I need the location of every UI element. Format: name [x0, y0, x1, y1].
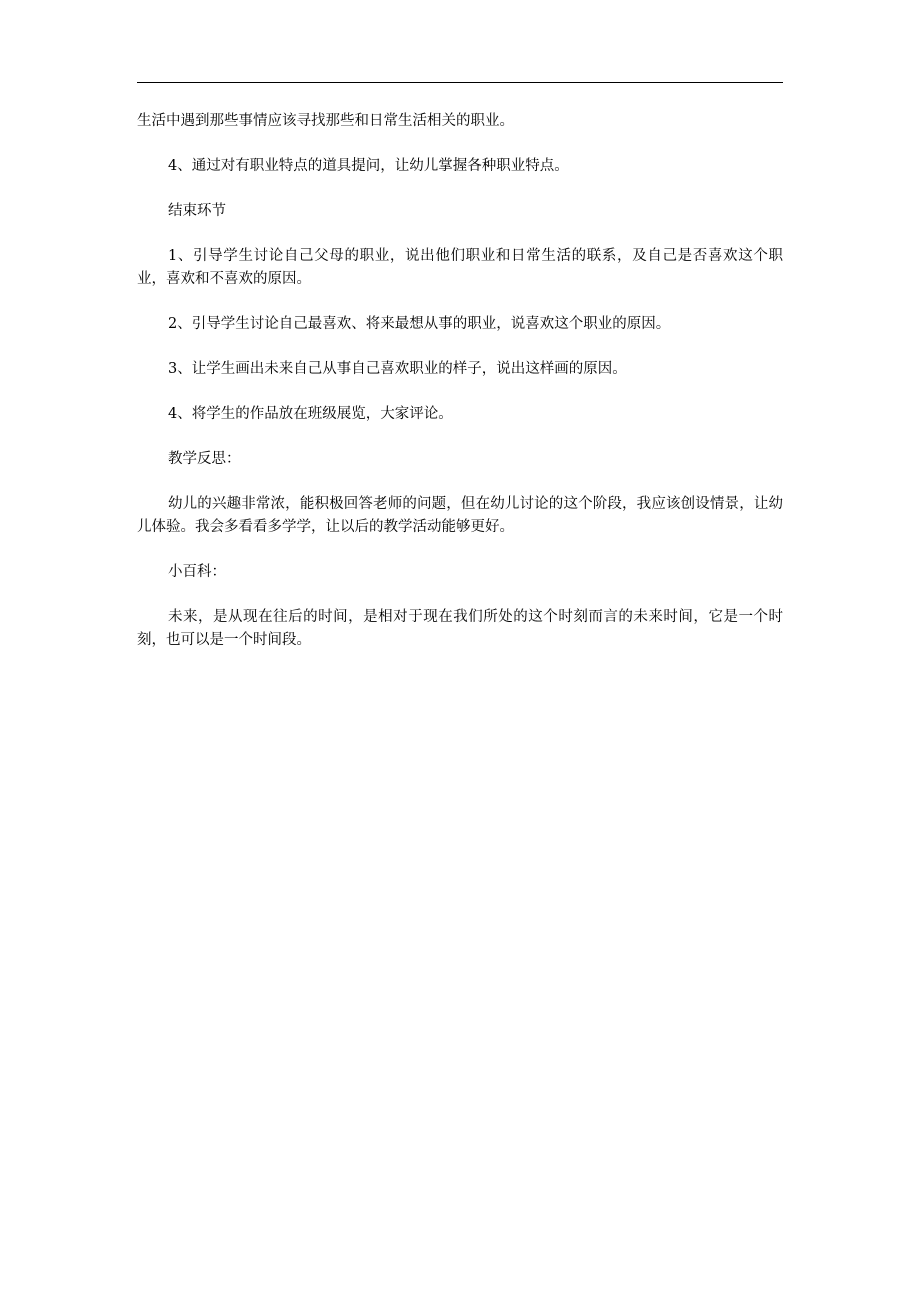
paragraph-step-4-props: 4、通过对有职业特点的道具提问，让幼儿掌握各种职业特点。: [168, 158, 569, 174]
section-heading-reflection: 教学反思：: [168, 451, 241, 467]
paragraph-closing-step-3: 3、让学生画出未来自己从事自己喜欢职业的样子，说出这样画的原因。: [168, 361, 627, 377]
paragraph-reflection: 幼儿的兴趣非常浓，能积极回答老师的问题，但在幼儿讨论的这个阶段，我应该创设情景，让幼儿体验。我会多看看多学学，让以后的教学活动能够更好。: [137, 496, 783, 535]
header-rule: [137, 82, 783, 83]
section-heading-encyclopedia: 小百科：: [168, 564, 226, 580]
paragraph-continued-text: 生活中遇到那些事情应该寻找那些和日常生活相关的职业。: [137, 113, 514, 129]
paragraph-closing-step-4: 4、将学生的作品放在班级展览，大家评论。: [168, 406, 453, 422]
paragraph-closing-step-2: 2、引导学生讨论自己最喜欢、将来最想从事的职业，说喜欢这个职业的原因。: [168, 316, 671, 332]
document-body: [137, 110, 783, 652]
section-heading-closing: 结束环节: [168, 203, 226, 219]
paragraph-encyclopedia: 未来，是从现在往后的时间，是相对于现在我们所处的这个时刻而言的未来时间，它是一个时刻，也可以是一个时间段。: [137, 609, 783, 648]
paragraph-closing-step-1: 1、引导学生讨论自己父母的职业，说出他们职业和日常生活的联系，及自己是否喜欢这个职业，喜欢和不喜欢的原因。: [137, 248, 783, 287]
